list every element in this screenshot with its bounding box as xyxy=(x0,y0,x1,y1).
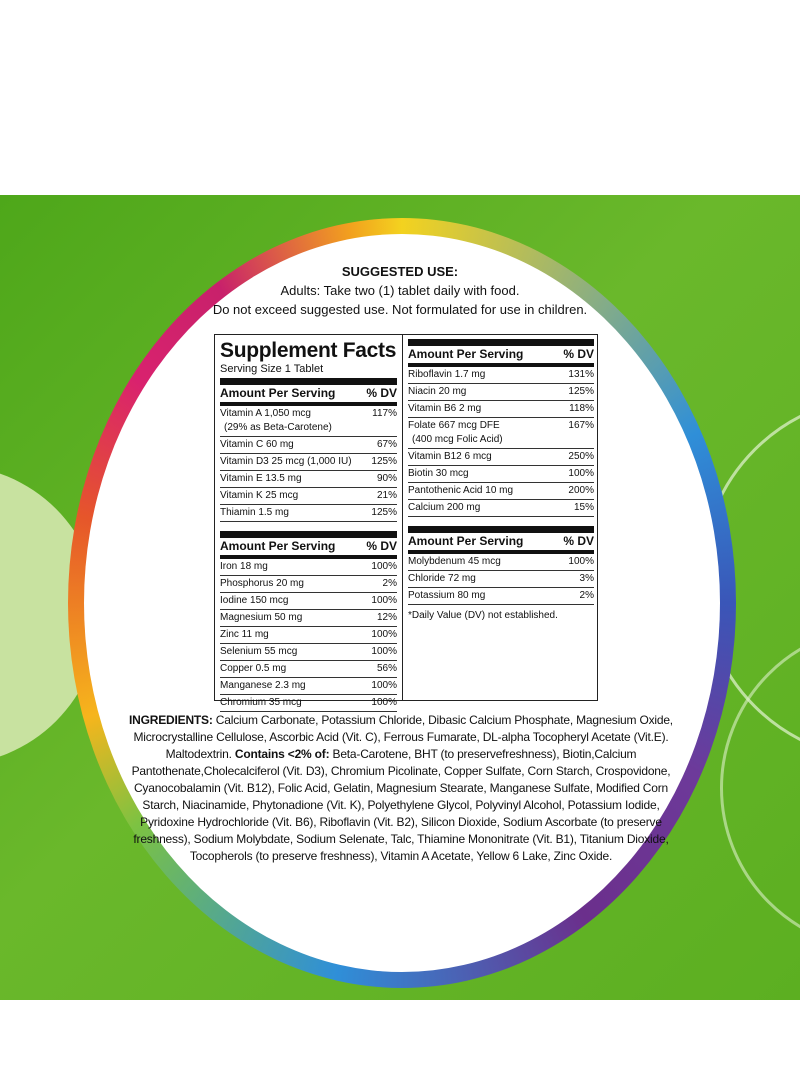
nutrient-row xyxy=(220,488,397,505)
nutrient-name: Chromium 35 mcg xyxy=(220,697,302,708)
nutrient-row xyxy=(220,559,397,576)
nutrient-name: Vitamin D3 25 mcg (1,000 IU) xyxy=(220,456,352,467)
nutrient-row xyxy=(408,588,594,605)
nutrient-name: Zinc 11 mg xyxy=(220,629,269,640)
ingredients-text: Calcium Carbonate, Potassium Chloride, Dibasic Calcium Phosphate, Magnesium Oxide, Microcrystalline Cellulose, Ascorbic Acid (Vit. C), Ferrous Fumarate, DL-alpha Tocopheryl Acetate (Vit.E). Maltodextrin. xyxy=(133,713,673,761)
facts-section-minerals xyxy=(220,559,397,712)
nutrient-row xyxy=(220,576,397,593)
nutrient-row xyxy=(408,449,594,466)
nutrient-dv: 250% xyxy=(568,451,594,462)
nutrient-row xyxy=(220,505,397,522)
nutrient-name: Calcium 200 mg xyxy=(408,502,481,513)
nutrient-row xyxy=(220,406,397,437)
facts-left-column xyxy=(220,335,397,712)
nutrient-dv: 2% xyxy=(579,590,594,601)
nutrient-row xyxy=(220,437,397,454)
nutrient-dv: 100% xyxy=(568,468,594,479)
nutrient-name: Thiamin 1.5 mg xyxy=(220,507,289,518)
header-dv: % DV xyxy=(366,386,397,400)
facts-header xyxy=(220,385,397,406)
header-amount: Amount Per Serving xyxy=(408,347,524,361)
nutrient-note: (400 mcg Folic Acid) xyxy=(412,434,503,445)
facts-header xyxy=(408,339,594,367)
suggested-use-line: Do not exceed suggested use. Not formulated for use in children. xyxy=(212,302,588,317)
serving-size: Serving Size 1 Tablet xyxy=(220,363,397,385)
nutrient-dv: 118% xyxy=(569,403,594,414)
nutrient-dv: 15% xyxy=(573,502,594,513)
nutrient-row xyxy=(408,554,594,571)
nutrient-name: Potassium 80 mg xyxy=(408,590,486,601)
nutrient-row xyxy=(408,571,594,588)
nutrient-name: Biotin 30 mcg xyxy=(408,468,469,479)
nutrient-dv: 125% xyxy=(371,456,397,467)
nutrient-row xyxy=(220,695,397,712)
facts-section-vitamins xyxy=(220,406,397,522)
nutrient-dv: 117% xyxy=(372,408,397,419)
daily-value-footnote: *Daily Value (DV) not established. xyxy=(408,610,558,621)
nutrient-name: Selenium 55 mcg xyxy=(220,646,298,657)
nutrient-row xyxy=(408,500,594,517)
header-amount: Amount Per Serving xyxy=(408,534,524,548)
nutrient-dv: 90% xyxy=(376,473,397,484)
nutrient-name: Vitamin K 25 mcg xyxy=(220,490,299,501)
suggested-use-title: SUGGESTED USE: xyxy=(341,264,459,279)
nutrient-dv: 56% xyxy=(376,663,397,674)
nutrient-name: Copper 0.5 mg xyxy=(220,663,287,674)
nutrient-name: Vitamin B12 6 mcg xyxy=(408,451,492,462)
nutrient-row xyxy=(220,610,397,627)
nutrient-name: Magnesium 50 mg xyxy=(220,612,303,623)
nutrient-row xyxy=(408,401,594,418)
nutrient-row xyxy=(408,466,594,483)
header-amount: Amount Per Serving xyxy=(220,386,336,400)
nutrient-name: Vitamin B6 2 mg xyxy=(408,403,482,414)
header-dv: % DV xyxy=(563,534,594,548)
nutrient-name: Niacin 20 mg xyxy=(408,386,467,397)
contains-label: Contains <2% of: xyxy=(234,747,330,761)
nutrient-dv: 100% xyxy=(371,629,397,640)
nutrient-row xyxy=(408,418,594,449)
column-divider xyxy=(402,335,403,700)
nutrient-dv: 100% xyxy=(371,680,397,691)
nutrient-dv: 21% xyxy=(376,490,397,501)
nutrient-name: Riboflavin 1.7 mg xyxy=(408,369,486,380)
nutrient-name: Manganese 2.3 mg xyxy=(220,680,306,691)
contains-text: Beta-Carotene, BHT (to preservefreshness), Biotin,Calcium Pantothenate,Cholecalciferol (Vit. D3), Chromium Picolinate, Copper Sulfate, Corn Starch, Crospovidone, Cyanocobalamin (Vit. B12), Folic Acid, Gelatin, Magnesium Stearate, Manganese Sulfate, Modified Corn Starch, Niacinamide, Phytonadione (Vit. K), Polyethylene Glycol, Polyvinyl Alcohol, Potassium Iodide, Pyridoxine Hydrochloride (Vit. B6), Riboflavin (Vit. B2), Silicon Dioxide, Sodium Ascorbate (to preserve freshness), Sodium Molybdate, Sodium Selenate, Talc, Thiamine Mononitrate (Vit. B1), Titanium Dioxide, Tocopherols (to preserve freshness), Vitamin A Acetate, Yellow 6 Lake, Zinc Oxide. xyxy=(131,747,671,863)
nutrient-dv: 125% xyxy=(568,386,594,397)
nutrient-note: (29% as Beta-Carotene) xyxy=(224,422,332,433)
header-amount: Amount Per Serving xyxy=(220,539,336,553)
nutrient-name: Folate 667 mcg DFE (400 mcg Folic Acid) xyxy=(408,419,554,447)
supplement-facts-panel xyxy=(214,334,598,708)
nutrient-row xyxy=(408,384,594,401)
nutrient-dv: 12% xyxy=(376,612,397,623)
nutrient-name: Vitamin E 13.5 mg xyxy=(220,473,302,484)
nutrient-row xyxy=(220,661,397,678)
nutrient-name: Pantothenic Acid 10 mg xyxy=(408,485,514,496)
nutrient-dv: 125% xyxy=(371,507,397,518)
nutrient-dv: 131% xyxy=(568,369,594,380)
nutrient-row xyxy=(408,483,594,500)
nutrient-name: Vitamin C 60 mg xyxy=(220,439,294,450)
ingredients-label: INGREDIENTS: xyxy=(129,713,213,727)
header-dv: % DV xyxy=(563,347,594,361)
nutrient-row xyxy=(220,644,397,661)
facts-header xyxy=(220,531,397,559)
nutrient-name: Phosphorus 20 mg xyxy=(220,578,304,589)
facts-right-column xyxy=(408,335,594,622)
nutrient-dv: 3% xyxy=(579,573,594,584)
nutrient-name: Molybdenum 45 mcg xyxy=(408,556,501,567)
nutrient-name: Vitamin A 1,050 mcg (29% as Beta-Carotene) xyxy=(220,407,357,435)
facts-section-b-vitamins xyxy=(408,367,594,517)
nutrient-dv: 67% xyxy=(376,439,397,450)
nutrient-row xyxy=(220,678,397,695)
nutrient-dv: 100% xyxy=(371,561,397,572)
facts-header xyxy=(408,526,594,554)
nutrient-dv: 100% xyxy=(371,595,397,606)
nutrient-row xyxy=(220,471,397,488)
nutrient-row xyxy=(220,593,397,610)
header-dv: % DV xyxy=(366,539,397,553)
nutrient-name: Chloride 72 mg xyxy=(408,573,476,584)
suggested-use-line: Adults: Take two (1) tablet daily with food. xyxy=(280,283,520,298)
nutrient-dv: 167% xyxy=(568,420,594,431)
facts-title: Supplement Facts xyxy=(220,339,397,362)
nutrient-dv: 2% xyxy=(382,578,397,589)
nutrient-row xyxy=(220,627,397,644)
nutrient-row xyxy=(220,454,397,471)
nutrient-row xyxy=(408,367,594,384)
nutrient-name: Iodine 150 mcg xyxy=(220,595,289,606)
nutrient-dv: 100% xyxy=(371,646,397,657)
nutrient-dv: 100% xyxy=(568,556,594,567)
facts-section-trace xyxy=(408,554,594,605)
nutrient-dv: 100% xyxy=(371,697,397,708)
nutrient-dv: 200% xyxy=(568,485,594,496)
ingredients-block xyxy=(116,712,686,865)
nutrient-name: Iron 18 mg xyxy=(220,561,268,572)
